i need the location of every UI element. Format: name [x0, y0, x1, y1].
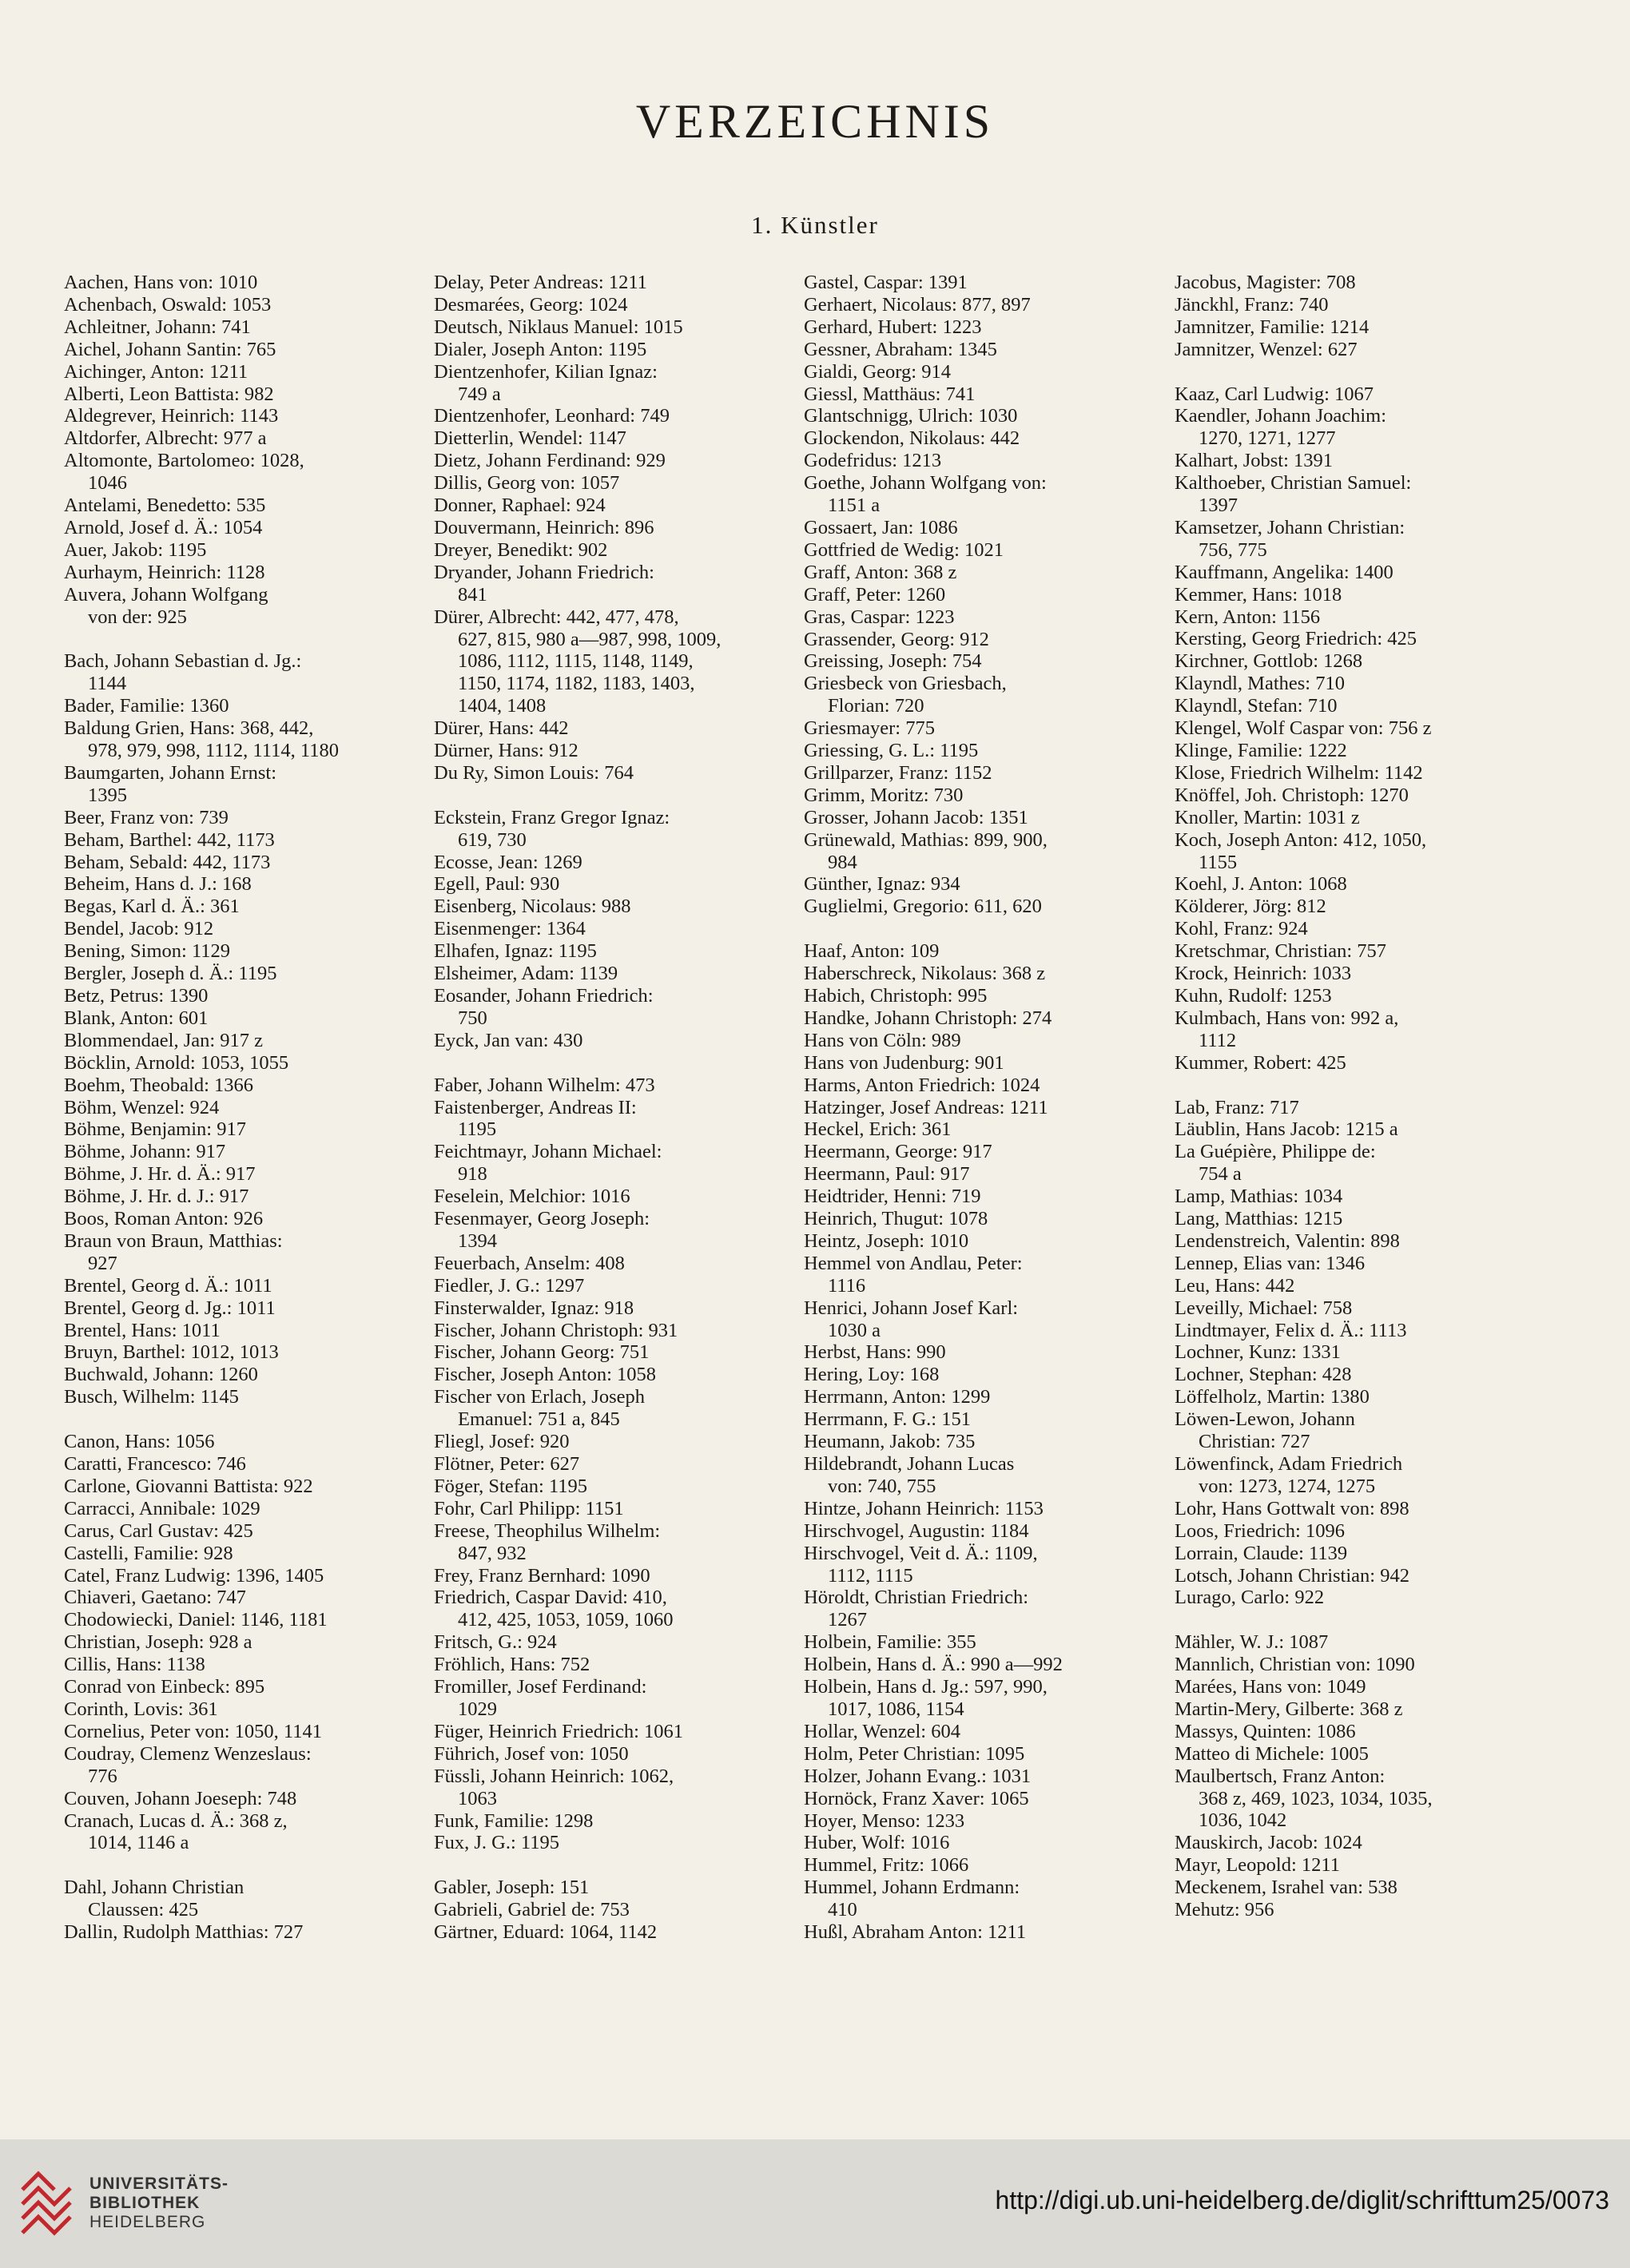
index-entry: Lurago, Carlo: 922	[1175, 1587, 1325, 1609]
index-entry: Heidtrider, Henni: 719	[804, 1186, 981, 1208]
index-entry: Freese, Theophilus Wilhelm: 847, 932	[434, 1519, 661, 1564]
index-entry: Knoller, Martin: 1031 z	[1175, 806, 1360, 828]
index-entry: Haaf, Anton: 109	[804, 940, 940, 963]
letter-group	[1175, 1631, 1526, 1921]
index-entry: Heckel, Erich: 361	[804, 1118, 952, 1141]
logo-stroke	[22, 2202, 70, 2218]
index-entry: Caratti, Francesco: 746	[64, 1453, 246, 1475]
index-entry: Delay, Peter Andreas: 1211	[434, 272, 647, 293]
index-entry: Busch, Wilhelm: 1145	[64, 1386, 239, 1408]
index-entry: Hoyer, Menso: 1233	[804, 1809, 965, 1832]
index-entry: Kersting, Georg Friedrich: 425	[1175, 628, 1417, 650]
index-entry: Brentel, Georg d. Ä.: 1011	[64, 1274, 272, 1297]
index-entry: Fiedler, J. G.: 1297	[434, 1274, 585, 1297]
index-entry: Kirchner, Gottlob: 1268	[1175, 650, 1363, 673]
library-name-line-2: BIBLIOTHEK	[89, 2194, 201, 2212]
index-entry: Holbein, Hans d. Ä.: 990 a—992	[804, 1654, 1063, 1676]
index-entry: Gras, Caspar: 1223	[804, 606, 955, 628]
index-entry: Cornelius, Peter von: 1050, 1141	[64, 1720, 323, 1742]
index-entry: Lang, Matthias: 1215	[1175, 1208, 1343, 1230]
index-entry: Martin-Mery, Gilberte: 368 z	[1175, 1698, 1403, 1720]
index-entry: Catel, Franz Ludwig: 1396, 1405	[64, 1564, 324, 1587]
index-entry: Kamsetzer, Johann Christian: 756, 775	[1175, 516, 1405, 561]
index-entry: Eisenmenger: 1364	[434, 918, 586, 940]
index-entry: Lendenstreich, Valentin: 898	[1175, 1229, 1400, 1252]
index-entry: Klayndl, Stefan: 710	[1175, 695, 1338, 717]
index-entry: Föger, Stefan: 1195	[434, 1475, 588, 1497]
index-entry: Auer, Jakob: 1195	[64, 538, 207, 561]
index-entry: Fröhlich, Hans: 752	[434, 1654, 590, 1676]
index-entry: Fliegl, Josef: 920	[434, 1431, 570, 1453]
index-entry: Douvermann, Heinrich: 896	[434, 516, 654, 538]
index-entry: Holbein, Hans d. Jg.: 597, 990, 1017, 1086, 1154	[804, 1676, 1048, 1720]
index-entry: Füssli, Johann Heinrich: 1062, 1063	[434, 1765, 674, 1809]
index-entry: Elsheimer, Adam: 1139	[434, 963, 618, 985]
index-entry: Kulmbach, Hans von: 992 a, 1112	[1175, 1007, 1399, 1051]
index-entry: Antelami, Benedetto: 535	[64, 495, 266, 517]
library-name-line-1: UNIVERSITÄTS-	[89, 2175, 229, 2193]
index-entry: Carus, Carl Gustav: 425	[64, 1519, 253, 1542]
library-name-line-3: HEIDELBERG	[89, 2213, 206, 2231]
index-entry: Beer, Franz von: 739	[64, 806, 229, 828]
index-entry: Feuerbach, Anselm: 408	[434, 1252, 625, 1274]
index-entry: Lindtmayer, Felix d. Ä.: 1113	[1175, 1319, 1407, 1341]
index-entry: Bruyn, Barthel: 1012, 1013	[64, 1341, 279, 1364]
index-entry: Lochner, Kunz: 1331	[1175, 1341, 1341, 1364]
index-entry: Alberti, Leon Battista: 982	[64, 383, 274, 405]
letter-group	[64, 272, 415, 629]
index-entry: Läublin, Hans Jacob: 1215 a	[1175, 1118, 1398, 1141]
index-entry: Goethe, Johann Wolfgang von: 1151 a	[804, 472, 1047, 517]
index-entry: Dürner, Hans: 912	[434, 740, 578, 762]
index-entry: Heintz, Joseph: 1010	[804, 1229, 969, 1252]
index-entry: Hirschvogel, Augustin: 1184	[804, 1519, 1029, 1542]
index-entry: Hildebrandt, Johann Lucas von: 740, 755	[804, 1453, 1015, 1497]
index-entry: Fritsch, G.: 924	[434, 1631, 557, 1654]
letter-group	[1175, 272, 1526, 361]
logo-stroke	[22, 2217, 70, 2233]
index-entry: Fischer, Johann Georg: 751	[434, 1341, 650, 1364]
index-entry: Lohr, Hans Gottwalt von: 898	[1175, 1497, 1409, 1519]
index-entry: Blank, Anton: 601	[64, 1007, 209, 1029]
index-entry: Dietterlin, Wendel: 1147	[434, 427, 626, 450]
index-entry: Aichel, Johann Santin: 765	[64, 338, 276, 360]
index-entry: Maulbertsch, Franz Anton: 368 z, 469, 1023, 1034, 1035, 1036, 1042	[1175, 1765, 1433, 1832]
index-entry: Kemmer, Hans: 1018	[1175, 583, 1342, 606]
index-entry: Henrici, Johann Josef Karl: 1030 a	[804, 1297, 1019, 1341]
index-entry: Dientzenhofer, Leonhard: 749	[434, 405, 670, 427]
index-entry: Beham, Barthel: 442, 1173	[64, 828, 275, 851]
index-entry: Holzer, Johann Evang.: 1031	[804, 1765, 1032, 1787]
index-entry: Lamp, Mathias: 1034	[1175, 1186, 1343, 1208]
index-entry: Grillparzer, Franz: 1152	[804, 761, 992, 784]
index-entry: Lab, Franz: 717	[1175, 1096, 1299, 1118]
index-entry: Gabrieli, Gabriel de: 753	[434, 1899, 630, 1921]
index-entry: Loos, Friedrich: 1096	[1175, 1519, 1345, 1542]
index-entry: Heinrich, Thugut: 1078	[804, 1208, 988, 1230]
index-entry: Koch, Joseph Anton: 412, 1050, 1155	[1175, 828, 1427, 873]
index-entry: Kölderer, Jörg: 812	[1175, 896, 1326, 918]
index-entry: Funk, Familie: 1298	[434, 1809, 594, 1832]
index-entry: Kalhart, Jobst: 1391	[1175, 450, 1334, 472]
index-entry: Aachen, Hans von: 1010	[64, 272, 258, 293]
index-entry: Fohr, Carl Philipp: 1151	[434, 1497, 624, 1519]
index-entry: Führich, Josef von: 1050	[434, 1742, 629, 1765]
index-entry: Gerhaert, Nicolaus: 877, 897	[804, 293, 1031, 316]
index-entry: Krock, Heinrich: 1033	[1175, 963, 1352, 985]
index-entry: Gastel, Caspar: 1391	[804, 272, 968, 293]
index-entry: Mähler, W. J.: 1087	[1175, 1631, 1329, 1654]
index-entry: Klayndl, Mathes: 710	[1175, 673, 1345, 695]
index-entry: Bendel, Jacob: 912	[64, 918, 214, 940]
index-column-3	[804, 272, 1155, 1966]
index-entry: Brentel, Georg d. Jg.: 1011	[64, 1297, 276, 1319]
page-title: VERZEICHNIS	[635, 95, 995, 148]
index-entry: Günther, Ignaz: 934	[804, 873, 960, 896]
index-entry: Hering, Loy: 168	[804, 1364, 940, 1386]
index-entry: Egell, Paul: 930	[434, 873, 560, 896]
index-entry: Gessner, Abraham: 1345	[804, 338, 997, 360]
index-entry: Kretschmar, Christian: 757	[1175, 940, 1387, 963]
index-entry: Böhme, J. Hr. d. J.: 917	[64, 1186, 249, 1208]
index-entry: Glantschnigg, Ulrich: 1030	[804, 405, 1018, 427]
index-entry: Griessing, G. L.: 1195	[804, 740, 979, 762]
index-entry: Baldung Grien, Hans: 368, 442, 978, 979, 998, 1112, 1114, 1180	[64, 717, 339, 762]
index-entry: Hornöck, Franz Xaver: 1065	[804, 1787, 1029, 1809]
index-entry: Chiaveri, Gaetano: 747	[64, 1587, 246, 1609]
index-entry: Massys, Quinten: 1086	[1175, 1720, 1356, 1742]
index-entry: Mauskirch, Jacob: 1024	[1175, 1832, 1362, 1854]
index-entry: Hummel, Johann Erdmann: 410	[804, 1877, 1020, 1921]
index-entry: Kummer, Robert: 425	[1175, 1051, 1346, 1074]
index-entry: Holm, Peter Christian: 1095	[804, 1742, 1025, 1765]
index-entry: Kaendler, Johann Joachim: 1270, 1271, 1277	[1175, 405, 1387, 450]
index-entry: Chodowiecki, Daniel: 1146, 1181	[64, 1609, 328, 1631]
index-entry: Dürer, Hans: 442	[434, 717, 569, 740]
index-entry: Grassender, Georg: 912	[804, 628, 989, 650]
index-entry: Hollar, Wenzel: 604	[804, 1720, 960, 1742]
index-entry: Leveilly, Michael: 758	[1175, 1297, 1353, 1319]
index-entry: Hintze, Johann Heinrich: 1153	[804, 1497, 1044, 1519]
index-entry: Fischer von Erlach, Joseph Emanuel: 751 a, 845	[434, 1386, 645, 1431]
letter-group	[804, 272, 1155, 918]
index-entry: Desmarées, Georg: 1024	[434, 293, 628, 316]
index-entry: Hußl, Abraham Anton: 1211	[804, 1921, 1027, 1944]
index-entry: Löwen-Lewon, Johann Christian: 727	[1175, 1408, 1355, 1453]
letter-group	[434, 1877, 785, 1944]
index-entry: Böhme, Johann: 917	[64, 1141, 226, 1163]
index-column-4	[1175, 272, 1526, 1944]
index-entry: Hummel, Fritz: 1066	[804, 1854, 969, 1877]
index-entry: Finsterwalder, Ignaz: 918	[434, 1297, 634, 1319]
index-entry: Löwenfinck, Adam Friedrich von: 1273, 1274, 1275	[1175, 1453, 1403, 1497]
index-entry: Beheim, Hans d. J.: 168	[64, 873, 252, 896]
index-entry: Altomonte, Bartolomeo: 1028, 1046	[64, 450, 304, 495]
index-entry: Graff, Peter: 1260	[804, 583, 946, 606]
index-entry: Grimm, Moritz: 730	[804, 784, 964, 806]
index-entry: Hans von Judenburg: 901	[804, 1051, 1004, 1074]
index-entry: Dientzenhofer, Kilian Ignaz: 749 a	[434, 360, 658, 405]
index-entry: Lennep, Elias van: 1346	[1175, 1252, 1366, 1274]
index-entry: Aurhaym, Heinrich: 1128	[64, 561, 265, 583]
index-entry: Dryander, Johann Friedrich: 841	[434, 561, 654, 606]
index-entry: Glockendon, Nikolaus: 442	[804, 427, 1020, 450]
letter-group	[804, 940, 1155, 1944]
index-entry: Böhm, Wenzel: 924	[64, 1096, 220, 1118]
letter-group	[64, 650, 415, 1408]
index-entry: Cranach, Lucas d. Ä.: 368 z, 1014, 1146 a	[64, 1809, 288, 1854]
index-entry: Lotsch, Johann Christian: 942	[1175, 1564, 1409, 1587]
index-entry: Holbein, Familie: 355	[804, 1631, 976, 1654]
index-column-1	[64, 272, 415, 1966]
library-name	[89, 2175, 229, 2232]
index-entry: Haberschreck, Nikolaus: 368 z	[804, 963, 1046, 985]
index-entry: Eckstein, Franz Gregor Ignaz: 619, 730	[434, 806, 670, 851]
index-entry: Auvera, Johann Wolfgang von der: 925	[64, 583, 268, 628]
index-entry: Feselein, Melchior: 1016	[434, 1186, 630, 1208]
index-entry: Eosander, Johann Friedrich: 750	[434, 984, 654, 1029]
index-entry: Faber, Johann Wilhelm: 473	[434, 1074, 655, 1096]
index-entry: Gialdi, Georg: 914	[804, 360, 951, 383]
index-entry: Achleitner, Johann: 741	[64, 316, 251, 338]
index-entry: Lochner, Stephan: 428	[1175, 1364, 1352, 1386]
index-entry: Fromiller, Josef Ferdinand: 1029	[434, 1676, 647, 1720]
index-entry: Christian, Joseph: 928 a	[64, 1631, 252, 1654]
index-entry: Aldegrever, Heinrich: 1143	[64, 405, 279, 427]
letter-group	[434, 272, 785, 784]
index-entry: Gerhard, Hubert: 1223	[804, 316, 982, 338]
index-entry: Kern, Anton: 1156	[1175, 606, 1321, 628]
index-entry: Mannlich, Christian von: 1090	[1175, 1654, 1415, 1676]
index-entry: La Guépière, Philippe de: 754 a	[1175, 1141, 1376, 1186]
index-entry: Achenbach, Oswald: 1053	[64, 293, 272, 316]
index-entry: Dietz, Johann Ferdinand: 929	[434, 450, 666, 472]
index-entry: Jacobus, Magister: 708	[1175, 272, 1356, 293]
index-entry: Griesmayer: 775	[804, 717, 935, 740]
index-entry: Griesbeck von Griesbach, Florian: 720	[804, 673, 1007, 717]
index-entry: Harms, Anton Friedrich: 1024	[804, 1074, 1040, 1096]
index-entry: Leu, Hans: 442	[1175, 1274, 1295, 1297]
index-entry: Kuhn, Rudolf: 1253	[1175, 984, 1332, 1007]
index-entry: Friedrich, Caspar David: 410, 412, 425, 1053, 1059, 1060	[434, 1587, 674, 1631]
index-entry: Graff, Anton: 368 z	[804, 561, 957, 583]
index-entry: Castelli, Familie: 928	[64, 1542, 233, 1564]
index-entry: Löffelholz, Martin: 1380	[1175, 1386, 1370, 1408]
index-entry: Handke, Johann Christoph: 274	[804, 1007, 1052, 1029]
index-entry: Hans von Cöln: 989	[804, 1029, 961, 1051]
index-entry: Guglielmi, Gregorio: 611, 620	[804, 896, 1042, 918]
letter-group	[434, 1074, 785, 1855]
index-entry: Bach, Johann Sebastian d. Jg.: 1144	[64, 650, 302, 695]
index-entry: Feichtmayr, Johann Michael: 918	[434, 1141, 662, 1186]
index-entry: Frey, Franz Bernhard: 1090	[434, 1564, 650, 1587]
index-entry: Jamnitzer, Wenzel: 627	[1175, 338, 1358, 360]
index-entry: Du Ry, Simon Louis: 764	[434, 761, 634, 784]
section-title: 1. Künstler	[751, 211, 879, 239]
index-column-2	[434, 272, 785, 1966]
index-entry: Buchwald, Johann: 1260	[64, 1364, 258, 1386]
index-entry: Fux, J. G.: 1195	[434, 1832, 560, 1854]
index-entry: Hirschvogel, Veit d. Ä.: 1109, 1112, 1115	[804, 1542, 1038, 1587]
index-entry: Deutsch, Niklaus Manuel: 1015	[434, 316, 683, 338]
logo-stroke	[22, 2188, 70, 2204]
index-entry: Fischer, Joseph Anton: 1058	[434, 1364, 657, 1386]
letter-group	[1175, 1097, 1526, 1610]
letter-group	[64, 1431, 415, 1854]
index-entry: Baumgarten, Johann Ernst: 1395	[64, 761, 277, 806]
index-entry: Coudray, Clemenz Wenzeslaus: 776	[64, 1742, 312, 1787]
index-entry: Gottfried de Wedig: 1021	[804, 538, 1004, 561]
index-entry: Braun von Braun, Matthias: 927	[64, 1229, 283, 1274]
letter-group	[64, 1877, 415, 1944]
index-entry: Gossaert, Jan: 1086	[804, 516, 958, 538]
index-entry: Klose, Friedrich Wilhelm: 1142	[1175, 761, 1423, 784]
index-entry: Begas, Karl d. Ä.: 361	[64, 896, 240, 918]
index-entry: Grünewald, Mathias: 899, 900, 984	[804, 828, 1048, 873]
index-entry: Elhafen, Ignaz: 1195	[434, 940, 597, 963]
index-entry: Klengel, Wolf Caspar von: 756 z	[1175, 717, 1432, 740]
university-library-logo-icon	[18, 2167, 82, 2236]
index-entry: Bening, Simon: 1129	[64, 940, 231, 963]
index-entry: Canon, Hans: 1056	[64, 1431, 215, 1453]
index-entry: Aichinger, Anton: 1211	[64, 360, 248, 383]
index-entry: Habich, Christoph: 995	[804, 984, 988, 1007]
index-entry: Fischer, Johann Christoph: 931	[434, 1319, 678, 1341]
index-entry: Matteo di Michele: 1005	[1175, 1742, 1369, 1765]
index-entry: Dialer, Joseph Anton: 1195	[434, 338, 647, 360]
index-entry: Betz, Petrus: 1390	[64, 984, 209, 1007]
index-entry: Höroldt, Christian Friedrich: 1267	[804, 1587, 1029, 1631]
footer-bar	[0, 2139, 1630, 2268]
index-entry: Herbst, Hans: 990	[804, 1341, 946, 1364]
index-entry: Boehm, Theobald: 1366	[64, 1074, 254, 1096]
index-entry: Bader, Familie: 1360	[64, 695, 229, 717]
index-entry: Dahl, Johann Christian Claussen: 425	[64, 1877, 245, 1921]
index-entry: Kohl, Franz: 924	[1175, 918, 1308, 940]
letter-group	[434, 807, 785, 1052]
index-entry: Donner, Raphael: 924	[434, 495, 606, 517]
index-entry: Füger, Heinrich Friedrich: 1061	[434, 1720, 684, 1742]
index-entry: Koehl, J. Anton: 1068	[1175, 873, 1347, 896]
index-entry: Carracci, Annibale: 1029	[64, 1497, 260, 1519]
index-entry: Heumann, Jakob: 735	[804, 1431, 976, 1453]
index-entry: Eyck, Jan van: 430	[434, 1029, 583, 1051]
index-entry: Arnold, Josef d. Ä.: 1054	[64, 516, 263, 538]
index-entry: Huber, Wolf: 1016	[804, 1832, 950, 1854]
index-entry: Böhme, Benjamin: 917	[64, 1118, 246, 1141]
index-entry: Jänckhl, Franz: 740	[1175, 293, 1329, 316]
index-entry: Mehutz: 956	[1175, 1899, 1274, 1921]
index-entry: Beham, Sebald: 442, 1173	[64, 851, 271, 873]
index-entry: Grosser, Johann Jacob: 1351	[804, 806, 1028, 828]
index-entry: Flötner, Peter: 627	[434, 1453, 580, 1475]
letter-group	[1175, 383, 1526, 1074]
index-entry: Böhme, J. Hr. d. Ä.: 917	[64, 1163, 256, 1186]
index-entry: Altdorfer, Albrecht: 977 a	[64, 427, 267, 450]
index-entry: Herrmann, F. G.: 151	[804, 1408, 971, 1431]
permalink-url[interactable]: http://digi.ub.uni-heidelberg.de/diglit/schrifttum25/0073	[995, 2186, 1609, 2214]
index-entry: Hatzinger, Josef Andreas: 1211	[804, 1096, 1048, 1118]
index-entry: Conrad von Einbeck: 895	[64, 1676, 265, 1698]
index-entry: Dallin, Rudolph Matthias: 727	[64, 1921, 304, 1944]
index-entry: Lorrain, Claude: 1139	[1175, 1542, 1348, 1564]
index-entry: Mayr, Leopold: 1211	[1175, 1854, 1341, 1877]
index-entry: Jamnitzer, Familie: 1214	[1175, 316, 1370, 338]
index-entry: Couven, Johann Joeseph: 748	[64, 1787, 297, 1809]
index-entry: Herrmann, Anton: 1299	[804, 1386, 991, 1408]
index-entry: Fesenmayer, Georg Joseph: 1394	[434, 1208, 650, 1252]
index-entry: Giessl, Matthäus: 741	[804, 383, 976, 405]
index-entry: Gärtner, Eduard: 1064, 1142	[434, 1921, 658, 1944]
index-entry: Gabler, Joseph: 151	[434, 1877, 590, 1899]
index-entry: Meckenem, Israhel van: 538	[1175, 1877, 1397, 1899]
index-entry: Godefridus: 1213	[804, 450, 942, 472]
index-entry: Kaaz, Carl Ludwig: 1067	[1175, 383, 1374, 405]
index-entry: Bergler, Joseph d. Ä.: 1195	[64, 963, 277, 985]
index-entry: Corinth, Lovis: 361	[64, 1698, 218, 1720]
index-entry: Dillis, Georg von: 1057	[434, 472, 620, 495]
index-entry: Klinge, Familie: 1222	[1175, 740, 1347, 762]
index-entry: Boos, Roman Anton: 926	[64, 1208, 264, 1230]
index-entry: Blommendael, Jan: 917 z	[64, 1029, 264, 1051]
index-entry: Böcklin, Arnold: 1053, 1055	[64, 1051, 289, 1074]
index-entry: Cillis, Hans: 1138	[64, 1654, 205, 1676]
index-entry: Knöffel, Joh. Christoph: 1270	[1175, 784, 1409, 806]
index-entry: Kauffmann, Angelika: 1400	[1175, 561, 1393, 583]
index-entry: Faistenberger, Andreas II: 1195	[434, 1096, 637, 1141]
index-entry: Dürer, Albrecht: 442, 477, 478, 627, 815, 980 a—987, 998, 1009, 1086, 1112, 1115, 1148, 1149, 1150, 1174, 1182, 1183, 1403, 1404, 1408	[434, 606, 722, 717]
index-entry: Kalthoeber, Christian Samuel: 1397	[1175, 472, 1412, 517]
index-entry: Carlone, Giovanni Battista: 922	[64, 1475, 313, 1497]
index-entry: Eisenberg, Nicolaus: 988	[434, 896, 631, 918]
index-entry: Greissing, Joseph: 754	[804, 650, 982, 673]
index-entry: Dreyer, Benedikt: 902	[434, 538, 608, 561]
index-entry: Hemmel von Andlau, Peter: 1116	[804, 1252, 1023, 1297]
index-entry: Heermann, George: 917	[804, 1141, 992, 1163]
index-entry: Brentel, Hans: 1011	[64, 1319, 221, 1341]
index-entry: Marées, Hans von: 1049	[1175, 1676, 1366, 1698]
index-entry: Ecosse, Jean: 1269	[434, 851, 582, 873]
index-entry: Heermann, Paul: 917	[804, 1163, 970, 1186]
